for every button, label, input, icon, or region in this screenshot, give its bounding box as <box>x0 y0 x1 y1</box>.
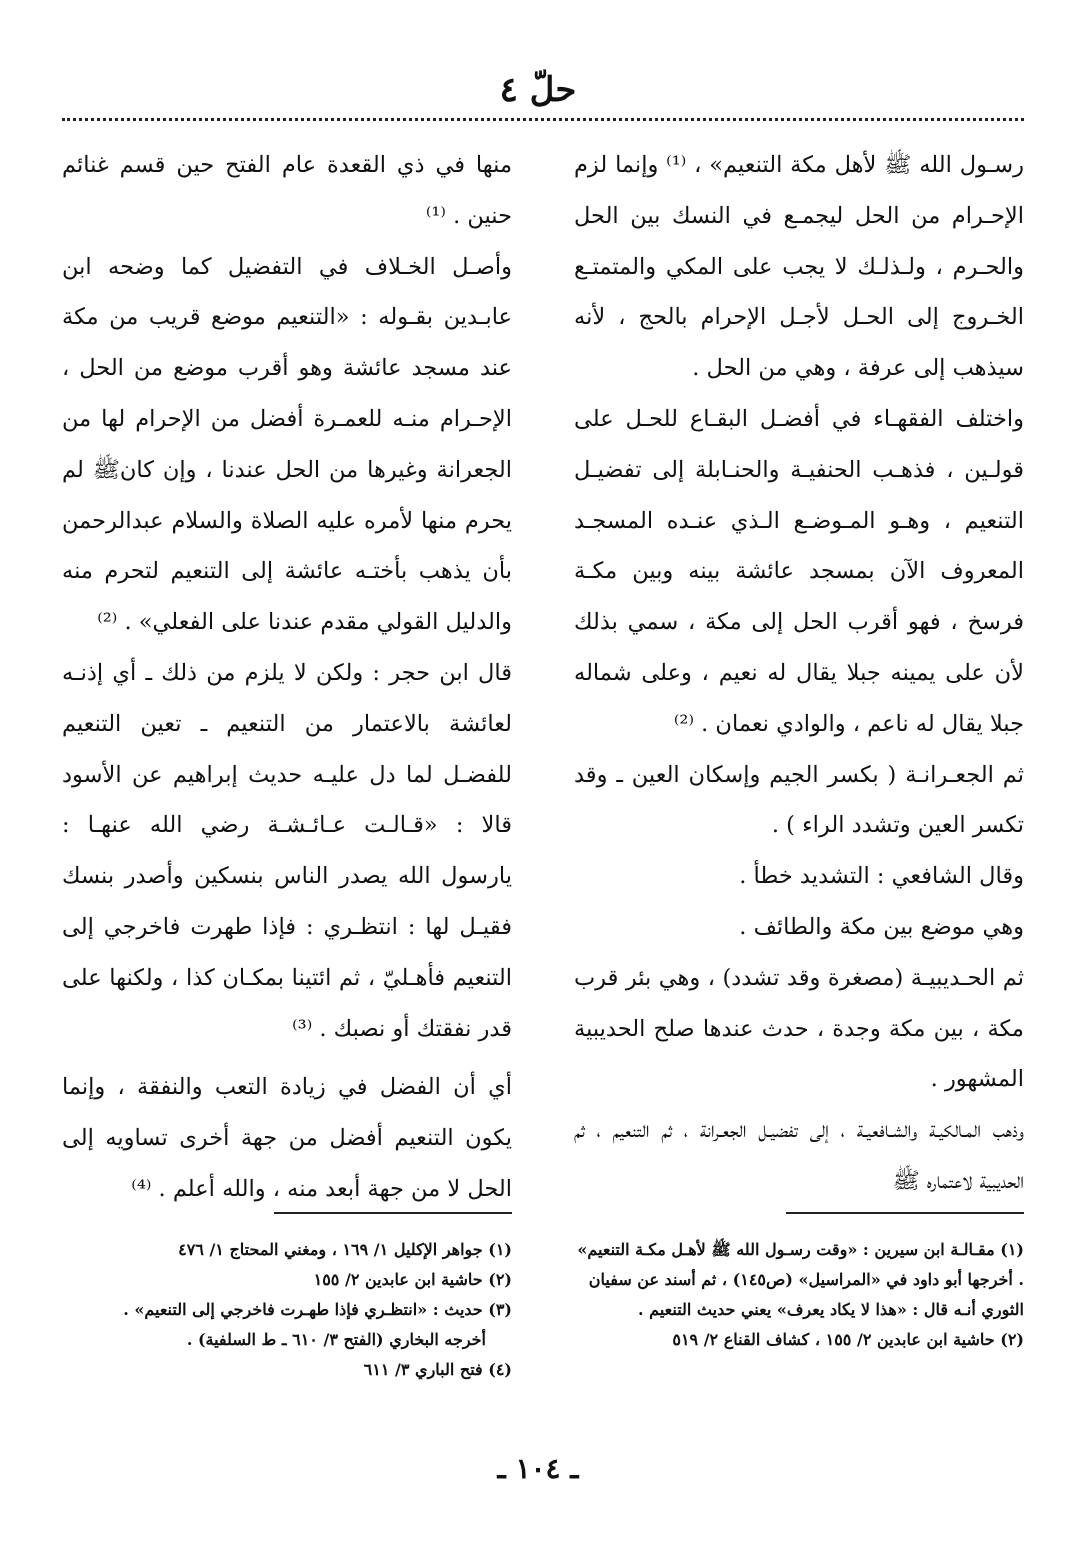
paragraph: ثم الحـديبيـة (مصغرة وقد تشدد) ، وهي بئر قرب مكة ، بين مكة وجدة ، حدث عندها صلح الحديبية المشهور . <box>574 964 1024 1093</box>
right-text-column <box>574 140 1024 1207</box>
paragraph: قال ابن حجر : ولكن لا يلزم من ذلك ـ أي إذنـه لعائشة بالاعتمار من التنعيم ـ تعين التنعيم للفضـل لما دل عليـه حديث إبراهيم عن الأسود قالا : «قـالـت عـائـشـة رضي الله عنهـا : يارسول الله يصدر الناس بنسكين وأصدر بنسك فقيـل لها : انتظـري : فإذا طهرت فاخرجي إلى التنعيم فأهـليّ ، ثم ائتينا بمكـان كذا ، ولكنها على قدر نفقتك أو نصبك . ⁽³⁾ <box>62 659 512 1042</box>
page-number: ـ ١٠٤ ـ <box>497 1452 579 1485</box>
footnotes-left <box>62 1235 512 1385</box>
paragraph: أي أن الفضل في زيادة التعب والنفقة ، وإنما يكون التنعيم أفضل من جهة أخرى تساويه إلى الحل لا من جهة أبعد منه ، والله أعلم . ⁽⁴⁾ <box>62 1074 512 1202</box>
footnote: (٣) حديث : «انتظـري فإذا طهـرت فاخرجي إلى التنعيم» . <box>123 1300 512 1319</box>
paragraph: ثم الجعـرانـة ( بكسر الجيم وإسكان العين ـ وقد تكسر العين وتشدد الراء ) . <box>574 761 1024 839</box>
paragraph: رسـول الله ﷺ لأهل مكة التنعيم» ، ⁽¹⁾ وإنما لزم الإحـرام من الحل ليجمـع في النسك بين الحل والحـرم ، ولـذلـك لا يجب على المكي والمتمتـع الخـروج إلى الحـل لأجـل الإحرام بالحج ، لأنه سيذهب إلى عرفة ، وهي من الحل . <box>574 152 1024 382</box>
footnote: (١) جواهر الإكليل ١/ ١٦٩ ، ومغني المحتاج ١/ ٤٧٦ <box>178 1240 512 1259</box>
paragraph: وذهب المـالكيـة والشـافعيـة ، إلى تفضيـل الجعـرانة ، ثم التنعيم ، ثم الحديبية لاعتماره ﷺ <box>574 1117 1024 1194</box>
footnote-separator-right <box>786 1212 1024 1214</box>
footnote: (٢) حاشية ابن عابدين ٢/ ١٥٥ ، كشاف القناع ٢/ ٥١٩ <box>672 1330 1024 1349</box>
paragraph: واختلف الفقهـاء في أفضـل البقـاع للحـل على قولـين ، فذهـب الحنفيـة والحنـابلة إلى تفضيـل التنعيم ، وهـو المـوضـع الـذي عنـده المسجـد المعروف الآن بمسجد عائشة بينه وبين مكـة فرسخ ، فهو أقرب الحل إلى مكة ، سمي بذلك لأن على يمينه جبلا يقال له نعيم ، وعلى شماله جبلا يقال له ناعم ، والوادي نعمان . ⁽²⁾ <box>574 405 1024 737</box>
page-header-title: حلّ ٤ <box>499 70 577 110</box>
paragraph: وأصـل الخـلاف في التفضيل كما وضحه ابن عابـدين بقـوله : «التنعيم موضع قريب من مكة عند مسجد عائشة وهو أقرب موضع من الحل ، الإحـرام منـه للعمـرة أفضل من الإحرام لها من الجعرانة وغيرها من الحل عندنا ، وإن كانﷺ لم يحرم منها لأمره عليه الصلاة والسلام عبدالرحمن بأن يذهب بأختـه عائشة إلى التنعيم لتحرم منه والدليل القولي مقدم عندنا على الفعلي» . ⁽²⁾ <box>62 253 512 636</box>
footnote: (٢) حاشية ابن عابدين ٢/ ١٥٥ <box>313 1270 512 1289</box>
header-dotted-rule <box>62 118 1024 121</box>
footnote-continuation: أخرجه البخاري (الفتح ٣/ ٦١٠ ـ ط السلفية) . <box>186 1330 486 1349</box>
footnote: (٤) فتح الباري ٣/ ٦١١ <box>363 1360 512 1379</box>
left-text-column <box>62 140 512 1215</box>
footnotes-right <box>574 1235 1024 1355</box>
paragraph: وهي موضع بين مكة والطائف . <box>739 913 1024 940</box>
paragraph: منها في ذي القعدة عام الفتح حين قسم غنائم حنين . ⁽¹⁾ <box>62 152 512 229</box>
footnote-separator-left <box>274 1212 512 1214</box>
footnote: (١) مقـالـة ابن سيرين : «وقت رسـول الله ﷺ لأهـل مكـة التنعيم» . أخرجها أبو داود في «المراسيل» (ص١٤٥) ، ثم أسند عن سفيان الثوري أنـه قال : «هذا لا يكاد يعرف» يعني حديث التنعيم . <box>577 1240 1024 1319</box>
paragraph: وقال الشافعي : التشديد خطأ . <box>739 863 1024 890</box>
